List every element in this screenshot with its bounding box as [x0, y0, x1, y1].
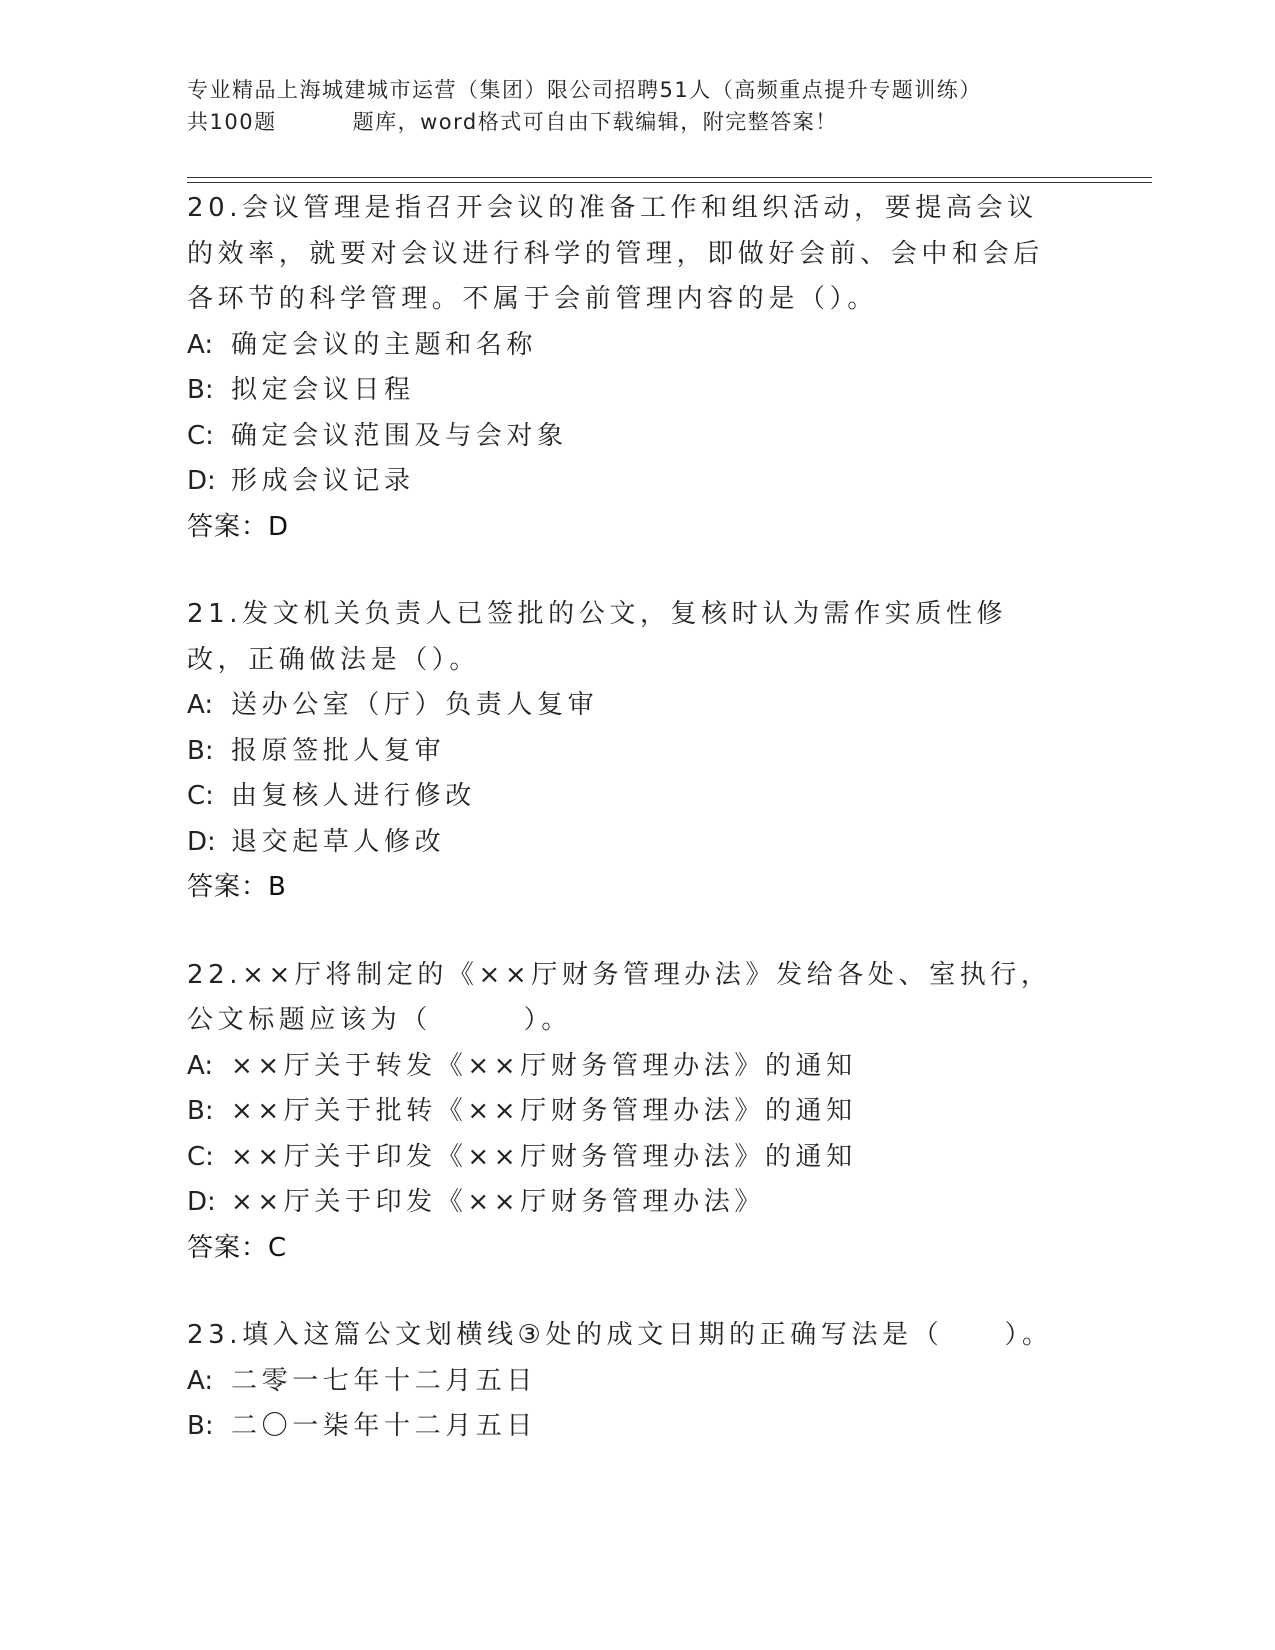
option-text: 形成会议记录 — [231, 466, 415, 496]
option-a — [187, 683, 1087, 729]
option-text: 由复核人进行修改 — [231, 781, 476, 811]
option-b — [187, 368, 1087, 414]
option-letter: D: — [187, 826, 216, 857]
option-letter: A: — [187, 329, 214, 360]
option-letter: B: — [187, 735, 214, 766]
option-letter: B: — [187, 1411, 214, 1441]
option-d — [187, 1180, 1087, 1226]
question-23 — [187, 1313, 1087, 1450]
question-20 — [187, 186, 1087, 550]
option-letter: C: — [187, 781, 214, 811]
option-b — [187, 729, 1087, 775]
option-letter: A: — [187, 690, 214, 720]
option-d — [187, 820, 1087, 866]
option-text: 退交起草人修改 — [231, 826, 446, 857]
question-text: 20.会议管理是指召开会议的准备工作和组织活动，要提高会议的效率，就要对会议进行科学的管理，即做好会前、会中和会后各环节的科学管理。不属于会前管理内容的是（）。 — [187, 193, 1044, 314]
option-b — [187, 1089, 1087, 1135]
header-divider-top — [187, 177, 1152, 178]
question-text: 23.填入这篇公文划横线③处的成文日期的正确写法是（ ）。 — [187, 1320, 1053, 1350]
header-divider-bottom — [187, 182, 1152, 183]
option-c — [187, 774, 1087, 820]
option-text: ××厅关于印发《××厅财务管理办法》 — [231, 1187, 765, 1217]
option-a — [187, 1359, 1087, 1405]
option-text: 二零一七年十二月五日 — [231, 1365, 538, 1396]
option-text: 确定会议的主题和名称 — [231, 329, 538, 360]
option-text: 送办公室（厅）负责人复审 — [231, 690, 599, 720]
question-22 — [187, 953, 1087, 1272]
header-title-line: 专业精品上海城建城市运营（集团）限公司招聘51人（高频重点提升专题训练） — [187, 78, 982, 102]
option-letter: C: — [187, 420, 214, 451]
option-text: 确定会议范围及与会对象 — [231, 420, 568, 451]
question-text: 21.发文机关负责人已签批的公文，复核时认为需作实质性修改，正确做法是（）。 — [187, 599, 1008, 675]
option-letter: D: — [187, 1187, 216, 1217]
option-a — [187, 1044, 1087, 1090]
option-text: 二〇一柒年十二月五日 — [231, 1411, 538, 1441]
header-question-count: 共100题 — [187, 110, 277, 134]
option-b — [187, 1404, 1087, 1450]
option-letter: C: — [187, 1141, 214, 1172]
answer-line: 答案：C — [187, 1232, 288, 1263]
option-text: 报原签批人复审 — [231, 735, 446, 766]
option-c — [187, 414, 1087, 460]
option-text: ××厅关于印发《××厅财务管理办法》的通知 — [231, 1141, 857, 1172]
document-header — [187, 74, 1087, 138]
question-list — [187, 186, 1087, 1492]
option-text: ××厅关于转发《××厅财务管理办法》的通知 — [231, 1050, 857, 1081]
header-description: 题库，word格式可自由下载编辑，附完整答案！ — [352, 110, 838, 134]
option-text: 拟定会议日程 — [231, 375, 415, 405]
option-d — [187, 459, 1087, 505]
option-letter: D: — [187, 466, 216, 496]
option-letter: B: — [187, 1096, 214, 1126]
option-text: ××厅关于批转《××厅财务管理办法》的通知 — [231, 1096, 857, 1126]
option-letter: A: — [187, 1050, 214, 1081]
option-c — [187, 1135, 1087, 1181]
option-a — [187, 323, 1087, 369]
header-subtitle-line — [187, 106, 1087, 138]
answer-line: 答案：D — [187, 511, 290, 542]
question-text: 22.××厅将制定的《××厅财务管理办法》发给各处、室执行，公文标题应该为（ ）。 — [187, 959, 1052, 1035]
option-letter: B: — [187, 375, 214, 405]
question-21 — [187, 592, 1087, 911]
option-letter: A: — [187, 1365, 214, 1396]
answer-line: 答案：B — [187, 872, 287, 902]
